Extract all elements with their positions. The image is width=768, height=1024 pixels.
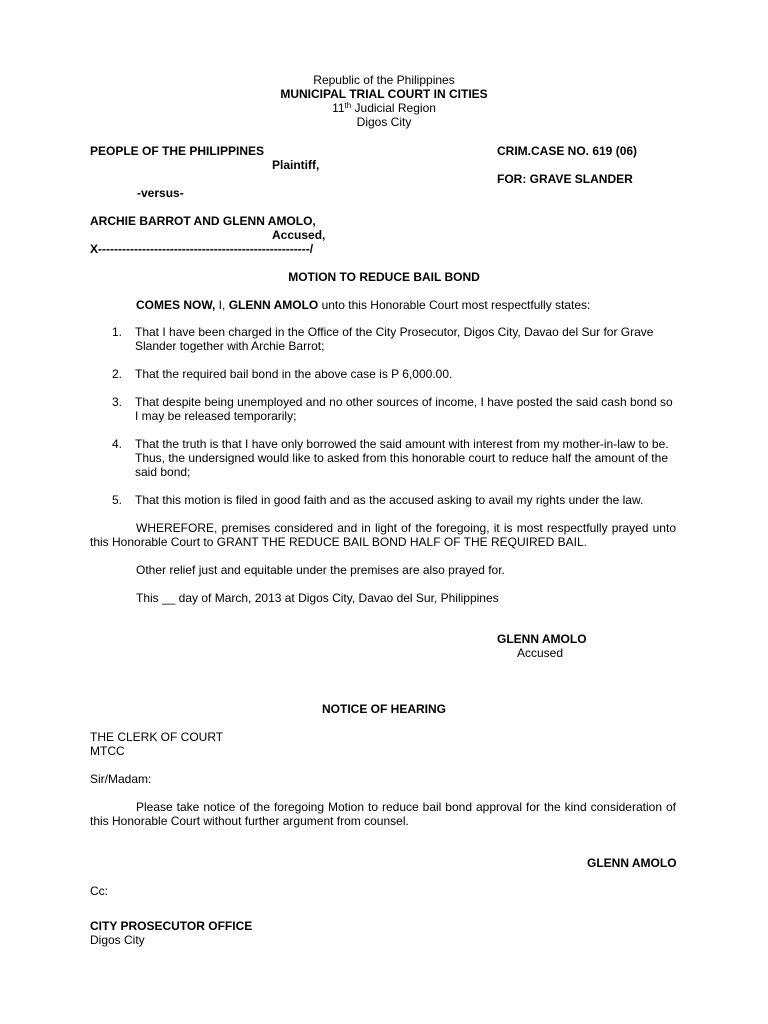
list-item-text: That despite being unemployed and no other sources of income, I have posted the said cash bond so I may be released temporarily;: [135, 395, 673, 423]
list-item-number: 1.: [112, 325, 123, 339]
list-item-number: 3.: [112, 395, 123, 409]
accused-label: Accused,: [272, 228, 326, 242]
people-label: PEOPLE OF THE PHILIPPINES: [90, 144, 265, 158]
charge-label: FOR: GRAVE SLANDER: [497, 172, 633, 186]
notice-signatory: GLENN AMOLO: [587, 856, 677, 870]
accused-names: ARCHIE BARROT AND GLENN AMOLO,: [90, 214, 316, 228]
cc-city: Digos City: [90, 933, 145, 947]
caption-divider: X-----------------------------------------------------/: [90, 242, 314, 256]
header-court: MUNICIPAL TRIAL COURT IN CITIES: [280, 87, 488, 101]
header-city: Digos City: [356, 115, 412, 129]
cc-office: CITY PROSECUTOR OFFICE: [90, 919, 253, 933]
list-item-number: 4.: [112, 437, 123, 451]
intro-comes-now: COMES NOW,: [136, 298, 216, 312]
region-label: Judicial Region: [351, 101, 436, 115]
list-item-number: 5.: [112, 493, 123, 507]
motion-signatory: GLENN AMOLO: [497, 632, 587, 646]
motion-title: MOTION TO REDUCE BAIL BOND: [288, 270, 480, 284]
plaintiff-label: Plaintiff,: [272, 158, 320, 172]
other-relief: Other relief just and equitable under the premises are also prayed for.: [136, 563, 505, 577]
versus-label: -versus-: [137, 186, 184, 200]
header-republic: Republic of the Philippines: [313, 73, 455, 87]
list-item-text: That I have been charged in the Office of the City Prosecutor, Digos City, Davao del Sur for Grave Slander together with Archie Barrot;: [135, 325, 654, 353]
intro-name: GLENN AMOLO: [228, 298, 319, 312]
motion-intro: [136, 298, 590, 312]
region-number: 11: [332, 101, 345, 115]
list-item-text: That the required bail bond in the above case is P 6,000.00.: [135, 367, 453, 381]
notice-to-line1: THE CLERK OF COURT: [90, 730, 224, 744]
case-number: CRIM.CASE NO. 619 (06): [497, 144, 638, 158]
list-item-number: 2.: [112, 367, 123, 381]
list-item-text: That the truth is that I have only borrowed the said amount with interest from my mother-in-law to be. Thus, the undersigned would like to asked from this honorable court to reduce half the amount of the said bond;: [135, 437, 669, 479]
date-line: This __ day of March, 2013 at Digos City, Davao del Sur, Philippines: [136, 591, 499, 605]
notice-salutation: Sir/Madam:: [90, 772, 152, 786]
list-item-text: That this motion is filed in good faith and as the accused asking to avail my rights under the law.: [135, 493, 644, 507]
region-suffix: th: [344, 101, 352, 110]
notice-to-line2: MTCC: [90, 744, 125, 758]
notice-title: NOTICE OF HEARING: [321, 702, 446, 716]
motion-signatory-role: Accused: [517, 646, 564, 660]
cc-label: Cc:: [90, 884, 108, 898]
header-region: [0, 101, 768, 115]
notice-body: Please take notice of the foregoing Motion to reduce bail bond approval for the kind consideration of this Honorable Court without further argument from counsel.: [90, 800, 676, 828]
intro-pronoun: I,: [215, 298, 229, 312]
wherefore-paragraph: WHEREFORE, premises considered and in light of the foregoing, it is most respectfully prayed unto this Honorable Court to GRANT THE REDUCE BAIL BOND HALF OF THE REQUIRED BAIL.: [90, 521, 676, 549]
intro-rest: unto this Honorable Court most respectfully states:: [318, 298, 591, 312]
